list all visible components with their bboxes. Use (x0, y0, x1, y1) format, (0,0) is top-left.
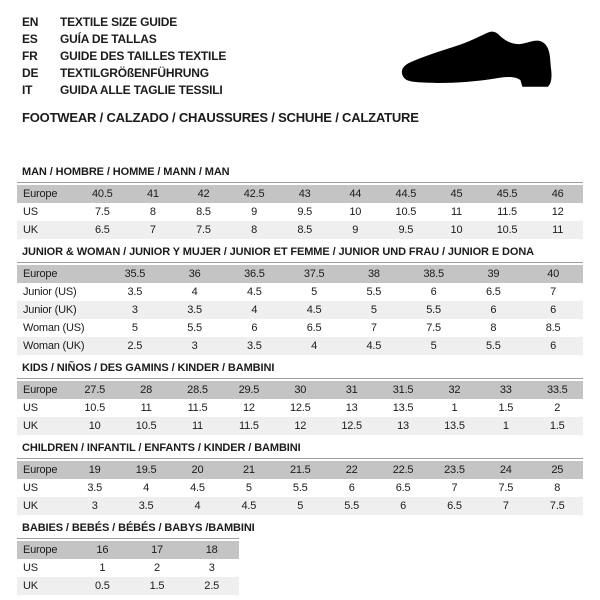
size-cell: 8.5 (196, 206, 211, 218)
size-cell: 36.5 (244, 268, 265, 280)
size-cell: 8 (554, 482, 561, 494)
table-rule (17, 262, 583, 355)
table-row (17, 203, 583, 221)
size-table (17, 185, 583, 239)
size-cell: 13 (345, 402, 358, 414)
size-cell: 42 (197, 188, 210, 200)
row-label: UK (23, 500, 38, 512)
size-cell: 35.5 (124, 268, 146, 280)
size-cell: 40.5 (91, 188, 113, 200)
size-cell: 9.5 (398, 224, 414, 236)
size-cell: 38.5 (423, 268, 444, 280)
size-cell: 21.5 (289, 464, 311, 476)
table-row (17, 559, 239, 577)
size-cell: 12.5 (341, 420, 362, 432)
size-cell: 24 (499, 464, 512, 476)
size-cell: 10 (88, 420, 101, 432)
size-cell: 44.5 (395, 188, 417, 200)
row-label: UK (23, 580, 38, 592)
size-cell: 6 (251, 322, 258, 334)
size-cell: 5.5 (486, 340, 501, 352)
size-cell: 19 (88, 464, 101, 476)
size-cell: 13 (397, 420, 409, 432)
size-cell: 9 (352, 224, 359, 236)
size-cell: 6 (430, 286, 437, 298)
size-cell: 4 (311, 340, 318, 352)
size-cell: 6 (550, 340, 557, 352)
size-cell: 3 (131, 304, 138, 316)
size-cell: 38 (367, 268, 380, 280)
size-cell: 45 (450, 188, 463, 200)
size-cell: 4 (251, 304, 258, 316)
size-section (17, 362, 583, 435)
size-cell: 6.5 (94, 224, 110, 236)
size-cell: 5.5 (187, 322, 202, 334)
size-table (17, 541, 239, 595)
size-cell: 5 (297, 500, 304, 512)
size-cell: 31 (345, 384, 358, 396)
row-label: Europe (23, 268, 58, 280)
size-cell: 4.5 (190, 482, 205, 494)
row-label: Europe (23, 188, 58, 200)
language-code: DE (22, 66, 39, 80)
row-label: US (23, 206, 38, 218)
size-cell: 10 (349, 206, 362, 218)
table-row (17, 497, 583, 515)
size-cell: 17 (151, 544, 163, 556)
size-cell: 6.5 (395, 482, 411, 494)
size-table (17, 381, 583, 435)
size-cell: 9 (251, 206, 258, 218)
table-row (17, 185, 583, 203)
size-cell: 31.5 (392, 384, 414, 396)
size-cell: 0.5 (94, 580, 110, 592)
language-code: FR (22, 49, 38, 63)
size-cell: 37.5 (303, 268, 325, 280)
size-cell: 19.5 (135, 464, 157, 476)
size-cell: 1.5 (549, 420, 565, 432)
size-cell: 11 (552, 224, 564, 236)
size-cell: 10.5 (395, 206, 417, 218)
table-rule (17, 458, 583, 515)
size-cell: 5 (311, 286, 318, 298)
size-cell: 1 (99, 562, 106, 574)
size-cell: 4 (143, 482, 150, 494)
table-rule (17, 538, 239, 595)
size-cell: 12 (294, 420, 307, 432)
size-cell: 22 (345, 464, 358, 476)
row-label: Woman (US) (23, 322, 85, 334)
size-cell: 7 (149, 224, 156, 236)
section-title: BABIES / BEBÉS / BÉBÉS / BABYS /BAMBINI (22, 522, 255, 534)
row-label: US (23, 482, 38, 494)
size-cell: 4.5 (247, 286, 262, 298)
size-cell: 3.5 (187, 304, 202, 316)
size-cell: 21 (242, 464, 255, 476)
size-cell: 6.5 (447, 500, 462, 512)
section-title: JUNIOR & WOMAN / JUNIOR Y MUJER / JUNIOR ET FEMME / JUNIOR UND FRAU / JUNIOR E DONA (22, 246, 535, 258)
size-cell: 6.5 (486, 286, 501, 298)
size-cell: 45.5 (496, 188, 518, 200)
size-cell: 5 (370, 304, 377, 316)
size-cell: 32 (448, 384, 461, 396)
table-row (17, 283, 583, 301)
size-cell: 5.5 (426, 304, 441, 316)
size-cell: 10.5 (496, 224, 518, 236)
size-cell: 13.5 (444, 420, 465, 432)
shoe-icon (394, 24, 586, 102)
size-cell: 11.5 (238, 420, 259, 432)
section-title: KIDS / NIÑOS / DES GAMINS / KINDER / BAMBINI (22, 362, 275, 374)
size-cell: 11 (191, 420, 203, 432)
table-rule (17, 182, 583, 239)
size-cell: 6 (348, 482, 355, 494)
table-row (17, 221, 583, 239)
table-row (17, 541, 239, 559)
size-cell: 7 (550, 286, 557, 298)
size-cell: 5.5 (366, 286, 382, 298)
size-cell: 1.5 (149, 580, 165, 592)
size-section (17, 166, 583, 239)
size-cell: 2.5 (127, 340, 143, 352)
size-cell: 1 (502, 420, 509, 432)
size-cell: 39 (487, 268, 500, 280)
size-table (17, 265, 583, 355)
size-cell: 4.5 (366, 340, 382, 352)
size-cell: 6.5 (306, 322, 322, 334)
size-cell: 10 (450, 224, 463, 236)
size-cell: 8.5 (545, 322, 561, 334)
size-cell: 3 (208, 562, 215, 574)
size-cell: 5 (245, 482, 252, 494)
size-cell: 28 (140, 384, 152, 396)
language-label: GUIDA ALLE TAGLIE TESSILI (60, 83, 223, 97)
size-section (17, 522, 583, 595)
size-cell: 41 (146, 188, 159, 200)
size-section (17, 246, 583, 355)
size-cell: 4.5 (306, 304, 322, 316)
size-cell: 4.5 (241, 500, 257, 512)
size-cell: 12.5 (289, 402, 311, 414)
size-cell: 28.5 (187, 384, 208, 396)
size-cell: 8 (490, 322, 497, 334)
size-cell: 2.5 (204, 580, 219, 592)
table-row (17, 301, 583, 319)
size-cell: 29.5 (238, 384, 260, 396)
size-cell: 4 (194, 500, 201, 512)
size-cell: 5.5 (292, 482, 308, 494)
size-cell: 7.5 (94, 206, 110, 218)
size-cell: 16 (96, 544, 109, 556)
size-cell: 5.5 (344, 500, 359, 512)
size-cell: 10.5 (84, 402, 105, 414)
size-cell: 4 (191, 286, 198, 298)
size-cell: 8.5 (297, 224, 313, 236)
row-label: Europe (23, 384, 58, 396)
row-label: Europe (23, 464, 58, 476)
size-cell: 43 (298, 188, 311, 200)
size-cell: 33 (499, 384, 512, 396)
size-cell: 11 (450, 206, 462, 218)
size-cell: 1.5 (498, 402, 514, 414)
size-cell: 3.5 (87, 482, 103, 494)
size-cell: 5 (430, 340, 437, 352)
table-row (17, 265, 583, 283)
row-label: UK (23, 224, 38, 236)
language-code: IT (22, 83, 33, 97)
size-cell: 12 (551, 206, 564, 218)
size-cell: 6 (400, 500, 406, 512)
size-cell: 7.5 (426, 322, 441, 334)
size-cell: 23.5 (444, 464, 465, 476)
language-label: TEXTILGRÖßENFÜHRUNG (60, 66, 209, 80)
table-rule (17, 378, 583, 435)
row-label: US (23, 402, 38, 414)
size-cell: 3 (91, 500, 98, 512)
size-cell: 33.5 (546, 384, 568, 396)
row-label: Woman (UK) (23, 340, 85, 352)
row-label: UK (23, 420, 38, 432)
size-cell: 7.5 (549, 500, 565, 512)
size-cell: 8 (251, 224, 258, 236)
size-cell: 13.5 (392, 402, 414, 414)
size-cell: 2 (554, 402, 561, 414)
size-cell: 6 (490, 304, 497, 316)
language-label: GUIDE DES TAILLES TEXTILE (60, 49, 227, 63)
size-cell: 18 (205, 544, 218, 556)
language-label: GUÍA DE TALLAS (60, 32, 157, 46)
size-cell: 30 (294, 384, 307, 396)
size-cell: 3 (191, 340, 198, 352)
size-section (17, 442, 583, 515)
size-cell: 9.5 (297, 206, 313, 218)
section-title: MAN / HOMBRE / HOMME / MANN / MAN (22, 166, 230, 178)
size-cell: 36 (188, 268, 201, 280)
size-cell: 5 (131, 322, 138, 334)
size-cell: 7 (370, 322, 377, 334)
size-cell: 46 (551, 188, 564, 200)
row-label: Europe (23, 544, 58, 556)
size-cell: 3.5 (138, 500, 154, 512)
size-cell: 27.5 (84, 384, 105, 396)
size-cell: 7 (502, 500, 509, 512)
size-cell: 25 (551, 464, 564, 476)
table-row (17, 479, 583, 497)
size-tables (17, 166, 583, 595)
size-cell: 12 (242, 402, 255, 414)
category-title: FOOTWEAR / CALZADO / CHAUSSURES / SCHUHE / CALZATURE (22, 110, 419, 125)
size-cell: 40 (547, 268, 560, 280)
row-label: US (23, 562, 38, 574)
size-cell: 8 (149, 206, 156, 218)
size-cell: 11.5 (497, 206, 517, 218)
language-label: TEXTILE SIZE GUIDE (60, 15, 178, 29)
size-cell: 20 (191, 464, 204, 476)
size-cell: 7.5 (196, 224, 211, 236)
size-cell: 1 (451, 402, 458, 414)
table-row (17, 399, 583, 417)
table-row (17, 461, 583, 479)
table-row (17, 381, 583, 399)
row-label: Junior (UK) (23, 304, 77, 316)
size-cell: 6 (550, 304, 557, 316)
size-cell: 3.5 (127, 286, 143, 298)
table-row (17, 337, 583, 355)
size-cell: 7 (451, 482, 458, 494)
table-row (17, 319, 583, 337)
size-cell: 10.5 (135, 420, 157, 432)
table-row (17, 417, 583, 435)
size-cell: 42.5 (243, 188, 265, 200)
language-code: EN (22, 15, 39, 29)
size-cell: 7.5 (498, 482, 514, 494)
language-code: ES (22, 32, 38, 46)
size-cell: 11 (140, 402, 152, 414)
size-cell: 2 (154, 562, 160, 574)
size-cell: 22.5 (392, 464, 414, 476)
size-table (17, 461, 583, 515)
size-cell: 44 (349, 188, 362, 200)
size-cell: 3.5 (247, 340, 262, 352)
section-title: CHILDREN / INFANTIL / ENFANTS / KINDER / BAMBINI (22, 442, 301, 454)
size-cell: 11.5 (187, 402, 208, 414)
table-row (17, 577, 239, 595)
row-label: Junior (US) (23, 286, 77, 298)
